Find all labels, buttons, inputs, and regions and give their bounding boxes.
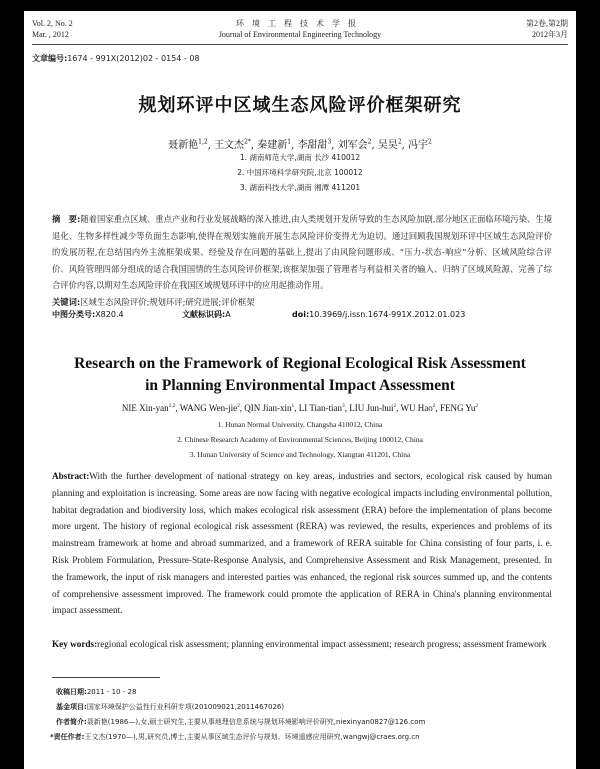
author-affil-sup: 2 <box>432 403 436 409</box>
footnote-corresponding-author <box>50 732 420 742</box>
authors-en: NIE Xin-yan$^{1,2}$, WANG Wen-jie$^2$, QIN Jian-xin$^1$, LI Tian-tian$^3$, LIU Jun-hui$^2$, WU Hao$^2$, FENG Yu$^2$ <box>121 403 479 413</box>
header-volume-info-cn <box>526 18 568 40</box>
author-en: FENG Yu <box>439 403 476 413</box>
classification-info <box>52 309 552 320</box>
abstract-cn-text: 随着国家重点区域、重点产业和行业发展战略的深入推进,由人类规划开发所导致的生态风险加剧,部分地区正面临环境污染、生境退化、生物多样性减少等负面生态影响,使得在规划实施前开展生态风险评价变得尤为迫切。通过回顾我国规划环评中区域生态风险评价的发展历程,在总结国内外主流框架成果、经验及存在问题的基础上,提出了由风险问题形成、“压力-状态-响应”分析、区域风险综合评价、风险管理四部分组成的适合我国国情的生态风险评价框架,该框架加强了管理者与利益相关者的输入、归纳了区域风险源、完善了综合评价内容,以期对生态风险评价在我国区域规划环评中的应用起推动作用。 <box>52 214 553 291</box>
affiliation-en-3: 3. Hunan University of Science and Technology, Xiangtan 411201, China <box>189 450 411 459</box>
author-cn: 冯宇 <box>408 140 428 151</box>
keywords-cn-text: 区域生态风险评价;规划环评;研究进展;评价框架 <box>80 296 255 307</box>
footnote-text: 国家环境保护公益性行业科研专项(201009021,2011467026) <box>86 703 285 711</box>
affiliation-en-1: 1. Hunan Normal University, Changsha 410012, China <box>217 420 383 429</box>
header-volume-cn: 第2卷,第2期 <box>526 19 568 28</box>
author-affil-sup: 2 <box>428 138 432 146</box>
abstract-en-text: With the further development of national strategy on key areas, industries and sectors, ecological risk caused by human planning and exploitation is increasing. Some areas are now facing with negative ecological impacts including environmental pollution, habitat degradation and biodiversity loss, which makes ecological risk assessment (ERA) before the implementation of plans become more urgent. The history of regional ecological risk assessment (RERA) was reviewed, the results, experiences and problems of its mainstream framework at home and abroad summarized, and a framework of RERA suitable for China consisting of four parts, i. e. Risk Problem Formulation, Pressure-State-Response Analysis, and Comprehensive Assessment and Risk Management, presented. In the framework, the input of risk managers and interested parties was enhanced, the regional risk sources summed up, and the contents of comprehensive assessment improved. The framework could promote the application of RERA in China's planning environmental impact assessment. <box>52 471 552 616</box>
author-en: QIN Jian-xin <box>244 403 292 413</box>
author-affil-sup: 1,2 <box>168 403 176 409</box>
author-affil-sup: 3 <box>327 138 332 146</box>
clc-value: X820.4 <box>95 310 124 319</box>
affiliation-en-2: 2. Chinese Research Academy of Environmental Sciences, Beijing 100012, China <box>177 435 423 444</box>
doi-label: doi: <box>292 310 310 319</box>
author-cn: 吴昊 <box>377 140 398 151</box>
author-en: LIU Jun-hui <box>349 403 394 413</box>
author-affil-sup: 1 <box>287 138 292 146</box>
author-cn: 刘军会 <box>337 140 368 151</box>
author-cn: 王文杰 <box>214 140 245 151</box>
author-affil-sup: 2 <box>237 403 240 409</box>
header-volume-en: Vol. 2, No. 2 <box>32 19 73 28</box>
author-affil-sup: 1 <box>291 403 295 409</box>
journal-name-en: Journal of Environmental Engineering Technology <box>218 30 382 39</box>
author-affil-sup: 2* <box>244 138 251 146</box>
author-affil-sup: 2 <box>397 138 402 146</box>
title-en-line2: in Planning Environmental Impact Assessment <box>145 377 455 394</box>
header-date-en: Mar. , 2012 <box>32 30 69 39</box>
author-en: WANG Wen-jie <box>179 403 238 413</box>
affiliation-cn-2: 2. 中国环境科学研究院,北京 100012 <box>237 168 363 177</box>
keywords-en <box>52 636 552 653</box>
author-cn: 李甜甜 <box>297 140 328 151</box>
footnote-text: 聂新艳(1986—),女,硕士研究生,主要从事地理信息系统与规划环境影响评价研究,niexinyan0827@126.com <box>86 718 426 726</box>
footnote-received-date <box>56 687 136 697</box>
journal-page <box>24 11 576 769</box>
author-affil-sup: 2 <box>393 403 397 409</box>
author-cn: 聂新艳 <box>168 140 199 151</box>
doc-code-label: 文献标识码: <box>182 310 226 319</box>
author-affil-sup: 1,2 <box>198 138 208 146</box>
footnote-text: 2011 - 10 - 28 <box>86 688 137 696</box>
doc-code-value: A <box>225 310 231 319</box>
footnote-funding <box>56 702 284 712</box>
keywords-en-text: regional ecological risk assessment; planning environmental impact assessment; research progress; assessment framework <box>97 639 547 649</box>
author-affil-sup: 2 <box>367 138 372 146</box>
doi-value: 10.3969/j.issn.1674-991X.2012.01.023 <box>309 310 466 319</box>
title-cn: 规划环评中区域生态风险评价框架研究 <box>138 95 462 116</box>
footnote-divider <box>52 677 160 678</box>
keywords-en-label: Key words: <box>52 639 98 649</box>
article-number <box>32 53 200 64</box>
abstract-en-label: Abstract: <box>52 471 90 481</box>
affiliation-cn-1: 1. 湖南师范大学,湖南 长沙 410012 <box>239 153 361 162</box>
header-divider <box>32 44 568 45</box>
author-affil-sup: 3 <box>342 403 345 409</box>
affiliation-cn-3: 3. 湖南科技大学,湖南 湘潭 411201 <box>239 183 361 192</box>
footnote-label: 基金项目: <box>56 703 87 711</box>
title-en-line1: Research on the Framework of Regional Ecological Risk Assessment <box>74 355 526 372</box>
article-number-value: 1674 - 991X(2012)02 - 0154 - 08 <box>67 54 200 63</box>
keywords-cn-label: 关键词: <box>52 296 81 307</box>
abstract-cn <box>52 211 552 311</box>
footnote-author-bio <box>56 717 425 727</box>
footnote-label: *责任作者: <box>50 733 85 741</box>
author-en: LI Tian-tian <box>298 403 343 413</box>
footnote-label: 作者简介: <box>56 718 87 726</box>
footnote-label: 收稿日期: <box>56 688 87 696</box>
footnote-text: 王文杰(1970—),男,研究员,博士,主要从事区域生态评价与规划、环境遥感应用研究,wangwj@craes.org.cn <box>84 733 420 741</box>
authors-cn: 聂新艳$^{1,2}$, 王文杰$^{2*}$, 秦建新$^1$, 李甜甜$^3$, 刘军会$^2$, 吴昊$^2$, 冯宇$^2$ <box>168 138 432 151</box>
abstract-cn-label: 摘 要: <box>52 214 81 224</box>
article-number-label: 文章编号: <box>32 54 68 63</box>
author-cn: 秦建新 <box>257 140 288 151</box>
clc-label: 中图分类号: <box>52 310 96 319</box>
author-en: NIE Xin-yan <box>121 403 169 413</box>
header-date-cn: 2012年3月 <box>532 30 568 39</box>
header-journal-name <box>24 18 576 40</box>
author-affil-sup: 2 <box>475 403 479 409</box>
author-en: WU Hao <box>400 403 433 413</box>
abstract-en <box>52 468 552 619</box>
journal-name-cn: 环境工程技术学报 <box>236 19 364 28</box>
